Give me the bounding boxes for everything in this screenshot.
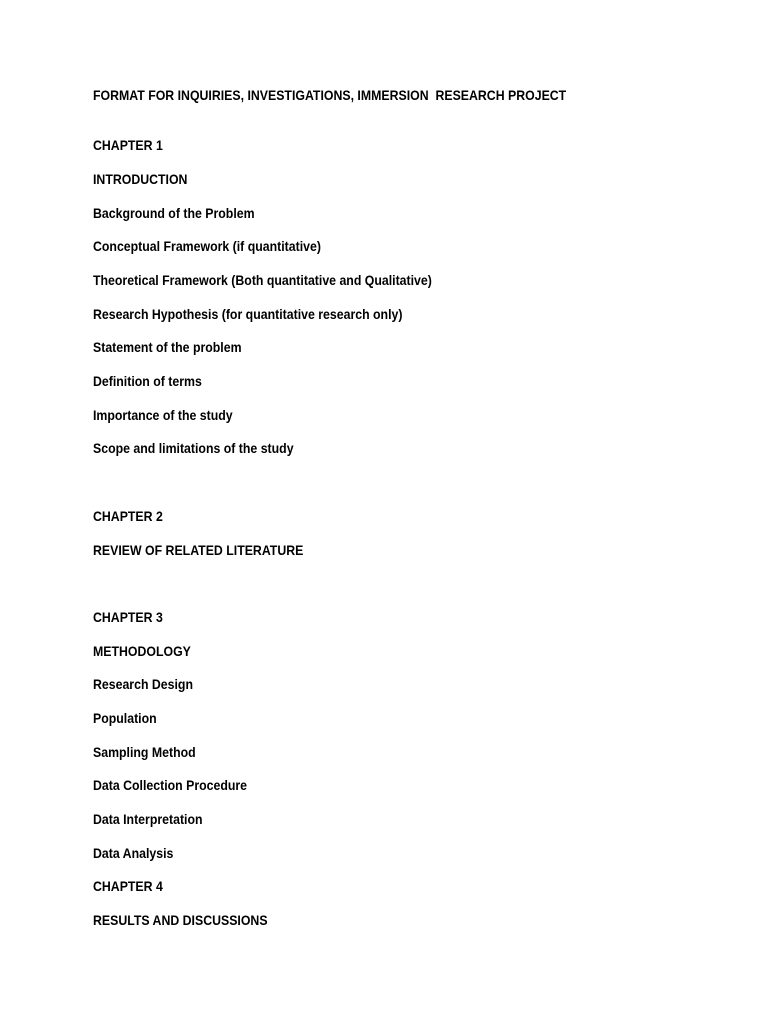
chapter1-heading: CHAPTER 1: [93, 137, 163, 153]
chapter2-name: REVIEW OF RELATED LITERATURE: [93, 542, 304, 558]
chapter4-heading: CHAPTER 4: [93, 878, 163, 894]
chapter1-item: Definition of terms: [93, 373, 202, 389]
document-title: FORMAT FOR INQUIRIES, INVESTIGATIONS, IMMERSION RESEARCH PROJECT: [93, 87, 567, 103]
chapter1-name: INTRODUCTION: [93, 171, 188, 187]
chapter2-heading: CHAPTER 2: [93, 508, 163, 524]
chapter3-item: Data Collection Procedure: [93, 777, 248, 793]
chapter3-item: Data Interpretation: [93, 811, 203, 827]
chapter1-item: Statement of the problem: [93, 339, 242, 355]
chapter3-heading: CHAPTER 3: [93, 609, 163, 625]
chapter3-item: Sampling Method: [93, 744, 196, 760]
chapter3-item: Research Design: [93, 676, 193, 692]
chapter4-name: RESULTS AND DISCUSSIONS: [93, 912, 268, 928]
chapter3-item: Data Analysis: [93, 845, 174, 861]
chapter1-item: Background of the Problem: [93, 205, 255, 221]
chapter1-item: Conceptual Framework (if quantitative): [93, 238, 321, 254]
chapter1-item: Importance of the study: [93, 407, 233, 423]
chapter1-item: Research Hypothesis (for quantitative research only): [93, 306, 403, 322]
chapter3-name: METHODOLOGY: [93, 643, 191, 659]
chapter1-item: Theoretical Framework (Both quantitative and Qualitative): [93, 272, 432, 288]
chapter3-item: Population: [93, 710, 157, 726]
chapter1-item: Scope and limitations of the study: [93, 440, 294, 456]
